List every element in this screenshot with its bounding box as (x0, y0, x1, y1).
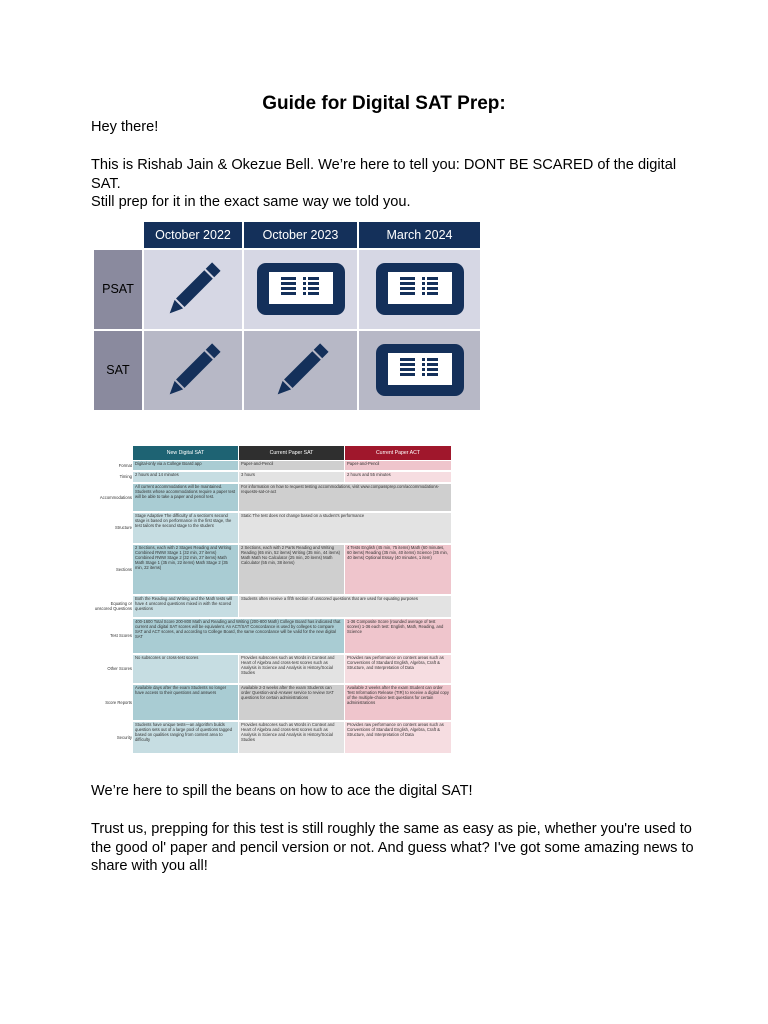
intro-line: This is Rishab Jain & Okezue Bell. We’re here to tell you: DONT BE SCARED of the digital SAT. (91, 157, 677, 192)
comparison-header: New Digital SAT (133, 446, 238, 460)
schedule-column-header: March 2024 (359, 222, 480, 248)
laptop-icon (372, 344, 468, 398)
page-title: Guide for Digital SAT Prep: (262, 93, 506, 114)
schedule-cell (144, 331, 242, 410)
comparison-row-label: Score Reports (105, 699, 132, 705)
comparison-cell: Stage Adaptive The difficulty of a section’s second stage is based on performance in the first stage, the test tailors the second stage to the student (133, 513, 238, 544)
pencil-icon (163, 340, 223, 402)
outro-line: share with you all! (91, 858, 208, 874)
outro-paragraph (91, 820, 711, 876)
greeting-text: Hey there! (91, 119, 159, 135)
comparison-cell: Available 2-3 weeks after the exam Students can order Question-and-Answer service to review SAT questions for certain administrations (239, 685, 344, 721)
outro-heading-text: We’re here to spill the beans on how to ace the digital SAT! (91, 783, 473, 799)
comparison-cell: Paper-and-Pencil (345, 461, 451, 471)
comparison-row-label: Other Scores (107, 666, 132, 672)
intro-line: Still prep for it in the exact same way we told you. (91, 194, 411, 210)
schedule-cell (144, 250, 242, 329)
intro-paragraph (91, 156, 691, 212)
comparison-row-label: Accommodations (99, 494, 132, 500)
comparison-table (93, 446, 451, 754)
comparison-cell: Students have unique tests—an algorithm builds question sets out of a large pool of questions tagged based on qualities ranging from content area to difficulty (133, 722, 238, 754)
comparison-cell: 2 Sections, each with 2 Parts Reading and Writing Reading (65 min, 52 items) Writing (35 min, 44 items) Math Math No Calculator (25 min, 20 items) Math Calculator (55 min, 38 items) (239, 545, 344, 595)
schedule-table (94, 222, 480, 410)
comparison-row-label: Format (118, 462, 132, 468)
comparison-cell: Both the Reading and Writing and the Math tests will have 4 unscored questions mixed in with the scored questions (133, 596, 238, 618)
schedule-column-header: October 2022 (144, 222, 242, 248)
schedule-cell (359, 250, 480, 329)
laptop-icon (372, 263, 468, 317)
comparison-cell: Available days after the exam Students no longer have access to their questions and answers (133, 685, 238, 721)
comparison-row-label: Security (116, 734, 132, 740)
comparison-row-label: Sections (115, 566, 132, 572)
schedule-row-label: SAT (94, 331, 142, 410)
comparison-cell: Digital-only via a College Board app (133, 461, 238, 471)
comparison-cell: Provides raw performance on content areas such as Conventions of Standard English, Algebra, Craft & Structure, and Interpretation of Data (345, 655, 451, 684)
comparison-cell: Available 2 weeks after the exam Student can order Test Information Release (TIR) to receive a digital copy of the multiple-choice test questions for certain administrations (345, 685, 451, 721)
comparison-cell: 2 hours and 14 minutes (133, 472, 238, 483)
comparison-row-label: Timing (119, 474, 132, 480)
comparison-cell: 400-1600 Total Score 200-800 Math and Reading and Writing (200-800 Math) College Board has indicated that current and digital SAT scores will be equivalent. An ACT/SAT Concordance is used by colleges to compare SAT and ACT scores, and according to College Board, the same concordance will be valid for the new digital SAT (133, 619, 344, 654)
comparison-cell: Provides subscores such as Words in Context and Heart of Algebra and cross-test scores such as Analysis in Science and Analysis in History/Social Studies (239, 722, 344, 754)
pencil-icon (163, 259, 223, 321)
comparison-cell: Students often receive a fifth section of unscored questions that are used for equating purposes (239, 596, 451, 618)
comparison-cell: 2 hours and 55 minutes (345, 472, 451, 483)
comparison-cell: No subscores or cross-test scores (133, 655, 238, 684)
outro-line: Trust us, prepping for this test is still roughly the same as easy as pie, whether you're used to (91, 821, 692, 837)
comparison-cell: Provides raw performance on content areas such as Conventions of Standard English, Algebra, Craft & Structure, and Interpretation of Data (345, 722, 451, 754)
pencil-icon (271, 340, 331, 402)
comparison-row-label: Test Scores (110, 633, 132, 639)
comparison-cell: For information on how to request testing accommodations, visit www.compassprep.com/accommodations-requests-sat-or-act (239, 484, 451, 512)
comparison-cell: 2 Sections, each with 2 Stages Reading and Writing Combined RWW Stage 1 (32 min, 27 items) Combined RWW Stage 2 (32 min, 27 items) Math Math Stage 1 (35 min, 22 items) Math Stage 2 (35 min, 22 items) (133, 545, 238, 595)
schedule-row-label: PSAT (94, 250, 142, 329)
comparison-row-label: Equating or unscored Questions (94, 601, 132, 611)
comparison-header: Current Paper ACT (345, 446, 451, 460)
comparison-header: Current Paper SAT (239, 446, 344, 460)
laptop-icon (253, 263, 349, 317)
outro-line: the good ol' paper and pencil version or not. And guess what? I've got some amazing news to (91, 839, 694, 856)
schedule-cell (244, 331, 357, 410)
schedule-cell (244, 250, 357, 329)
comparison-row-label: Structure (115, 525, 132, 531)
comparison-cell: 4 Tests English (45 min, 75 items) Math (60 minutes, 60 items) Reading (35 min, 40 items) Science (35 min, 40 items) Optional Essay (40 minutes, 1 item) (345, 545, 451, 595)
comparison-cell: Paper-and-Pencil (239, 461, 344, 471)
comparison-cell: 1-36 Composite Score (rounded average of test scores) 1-36 each test: English, Math, Reading, and Science (345, 619, 451, 654)
schedule-cell (359, 331, 480, 410)
comparison-cell: 3 hours (239, 472, 344, 483)
schedule-column-header: October 2023 (244, 222, 357, 248)
comparison-cell: All current accommodations will be maintained. Students whose accommodations require a paper test will be able to take a paper and pencil test. (133, 484, 238, 512)
comparison-cell: Provides subscores such as Words in Context and Heart of Algebra and cross-test scores such as Analysis in Science and Analysis in History/Social Studies (239, 655, 344, 684)
comparison-cell: Static The test does not change based on a student’s performance (239, 513, 451, 544)
